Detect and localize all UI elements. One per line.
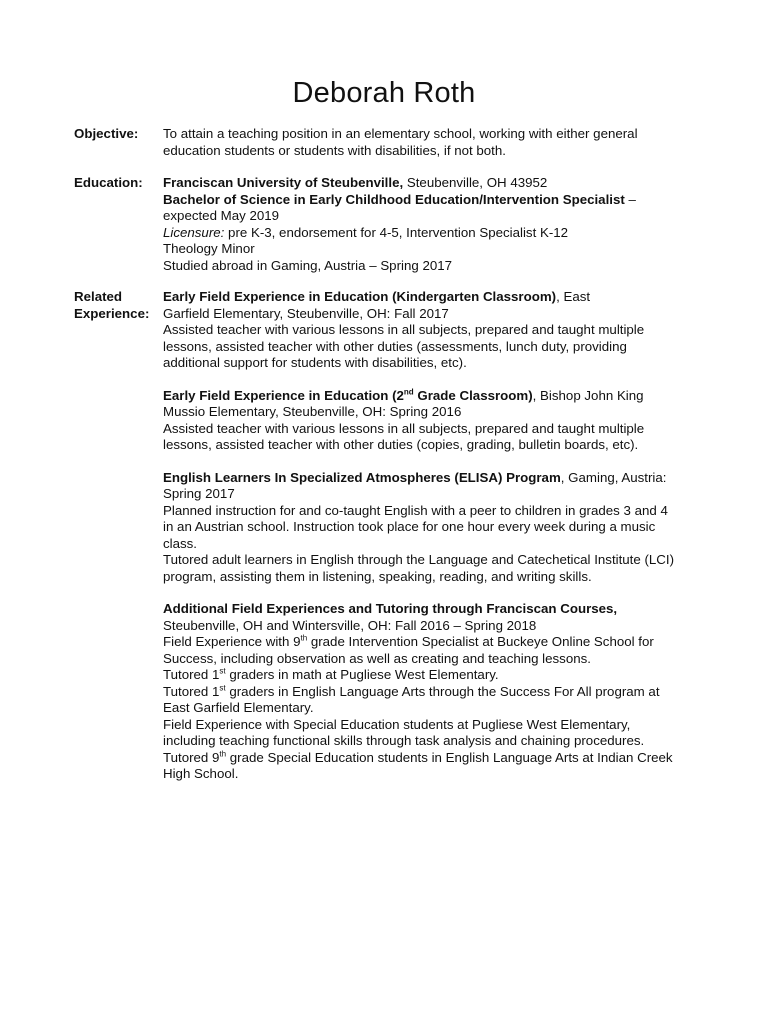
text-part: graders in English Language Arts through the Success For All program at bbox=[225, 683, 660, 699]
entry-title-line bbox=[163, 388, 703, 405]
experience-label-line2: Experience: bbox=[74, 305, 150, 321]
experience-entry-second-grade bbox=[163, 388, 703, 454]
abroad-line: Studied abroad in Gaming, Austria – Spring 2017 bbox=[163, 257, 453, 273]
education-section bbox=[74, 175, 714, 274]
entry-title-rest: , Bishop John King bbox=[532, 387, 644, 403]
entry-desc-line: including teaching functional skills through task analysis and chaining procedures. bbox=[163, 733, 645, 748]
entry-location: Mussio Elementary, Steubenville, OH: Spring 2016 bbox=[163, 404, 462, 419]
entry-desc-line: additional support for students with disabilities, etc). bbox=[163, 355, 467, 370]
entry-location: Garfield Elementary, Steubenville, OH: Fall 2017 bbox=[163, 305, 449, 321]
entry-desc-line: Assisted teacher with various lessons in all subjects, prepared and taught multiple bbox=[163, 420, 645, 436]
experience-content bbox=[163, 289, 703, 783]
entry-desc-line: Success, including observation as well as creating and teaching lessons. bbox=[163, 650, 591, 666]
text-part: Tutored 1 bbox=[163, 683, 220, 699]
experience-entry-elisa bbox=[163, 470, 703, 586]
superscript: th bbox=[219, 749, 227, 759]
school-line bbox=[163, 175, 703, 192]
objective-label: Objective: bbox=[74, 126, 139, 141]
degree-dash: – bbox=[624, 191, 636, 207]
superscript: st bbox=[219, 666, 226, 676]
superscript: st bbox=[219, 683, 226, 693]
entry-title bbox=[163, 601, 703, 618]
education-label: Education: bbox=[74, 175, 143, 190]
entry-desc-line: program, assisting them in listening, speaking, reading, and writing skills. bbox=[163, 568, 592, 584]
entry-desc-line bbox=[163, 750, 703, 767]
entry-desc-line: class. bbox=[163, 535, 197, 551]
experience-entry-kindergarten bbox=[163, 289, 703, 372]
entry-title-line bbox=[163, 289, 703, 306]
experience-label bbox=[74, 289, 163, 783]
entry-desc-line bbox=[163, 667, 703, 684]
entry-desc-line: Field Experience with Special Education students at Pugliese West Elementary, bbox=[163, 716, 631, 732]
text-part: Tutored 9 bbox=[163, 749, 220, 765]
entry-title-rest: , Gaming, Austria: bbox=[560, 469, 667, 485]
entry-title-line bbox=[163, 470, 703, 487]
experience-label-line1: Related bbox=[74, 289, 123, 304]
licensure-line bbox=[163, 225, 703, 242]
text-part: Tutored 1 bbox=[163, 667, 220, 682]
entry-date: Spring 2017 bbox=[163, 486, 235, 501]
entry-location: Steubenville, OH and Wintersville, OH: Fall 2016 – Spring 2018 bbox=[163, 617, 537, 633]
entry-title-text: Additional Field Experiences and Tutoring through Franciscan Courses, bbox=[163, 601, 618, 616]
text-part: grade Special Education students in English Language Arts at Indian Creek bbox=[226, 749, 673, 765]
experience-section bbox=[74, 289, 714, 783]
objective-line: education students or students with disabilities, if not both. bbox=[163, 142, 506, 158]
entry-title: English Learners In Specialized Atmospheres (ELISA) Program bbox=[163, 469, 561, 485]
experience-entry-additional bbox=[163, 601, 703, 783]
superscript: th bbox=[300, 633, 308, 643]
text-part: grade Intervention Specialist at Buckeye Online School for bbox=[307, 634, 654, 649]
entry-desc-line: Planned instruction for and co-taught English with a peer to children in grades 3 and 4 bbox=[163, 502, 668, 518]
entry-desc-line: lessons, assisted teacher with other duties (assessments, lunch duty, providing bbox=[163, 338, 627, 354]
entry-desc-line bbox=[163, 684, 703, 701]
licensure-details: pre K-3, endorsement for 4-5, Intervention Specialist K-12 bbox=[224, 224, 569, 240]
candidate-name: Deborah Roth bbox=[292, 77, 476, 109]
degree-line bbox=[163, 192, 703, 209]
school-name: Franciscan University of Steubenville, bbox=[163, 175, 404, 190]
entry-desc-line: Tutored adult learners in English through the Language and Catechetical Institute (LCI) bbox=[163, 552, 675, 567]
text-part: Field Experience with 9 bbox=[163, 634, 301, 649]
objective-content bbox=[163, 126, 703, 159]
entry-desc-line: lessons, assisted teacher with other duties (copies, grading, bulletin boards, etc). bbox=[163, 437, 639, 452]
text-part: graders in math at Pugliese West Elementary. bbox=[225, 667, 499, 682]
school-location: Steubenville, OH 43952 bbox=[403, 175, 548, 190]
objective-line: To attain a teaching position in an elementary school, working with either general bbox=[163, 126, 638, 141]
degree-name: Bachelor of Science in Early Childhood Education/Intervention Specialist bbox=[163, 191, 625, 207]
entry-desc-line bbox=[163, 634, 703, 651]
entry-title-rest: , East bbox=[556, 289, 591, 304]
entry-desc-line: Assisted teacher with various lessons in all subjects, prepared and taught multiple bbox=[163, 322, 645, 337]
entry-title-b: Grade Classroom) bbox=[413, 387, 533, 403]
expected-date: expected May 2019 bbox=[163, 208, 280, 223]
entry-desc-line: East Garfield Elementary. bbox=[163, 700, 314, 715]
licensure-label: Licensure: bbox=[163, 224, 225, 240]
objective-section bbox=[74, 126, 714, 159]
entry-desc-line: High School. bbox=[163, 766, 239, 781]
entry-title-sup: nd bbox=[403, 387, 414, 397]
minor-line: Theology Minor bbox=[163, 241, 255, 256]
entry-desc-line: in an Austrian school. Instruction took place for one hour every week during a music bbox=[163, 519, 656, 534]
education-content bbox=[163, 175, 703, 274]
entry-title: Early Field Experience in Education (2 bbox=[163, 387, 404, 403]
entry-title: Early Field Experience in Education (Kindergarten Classroom) bbox=[163, 289, 557, 304]
